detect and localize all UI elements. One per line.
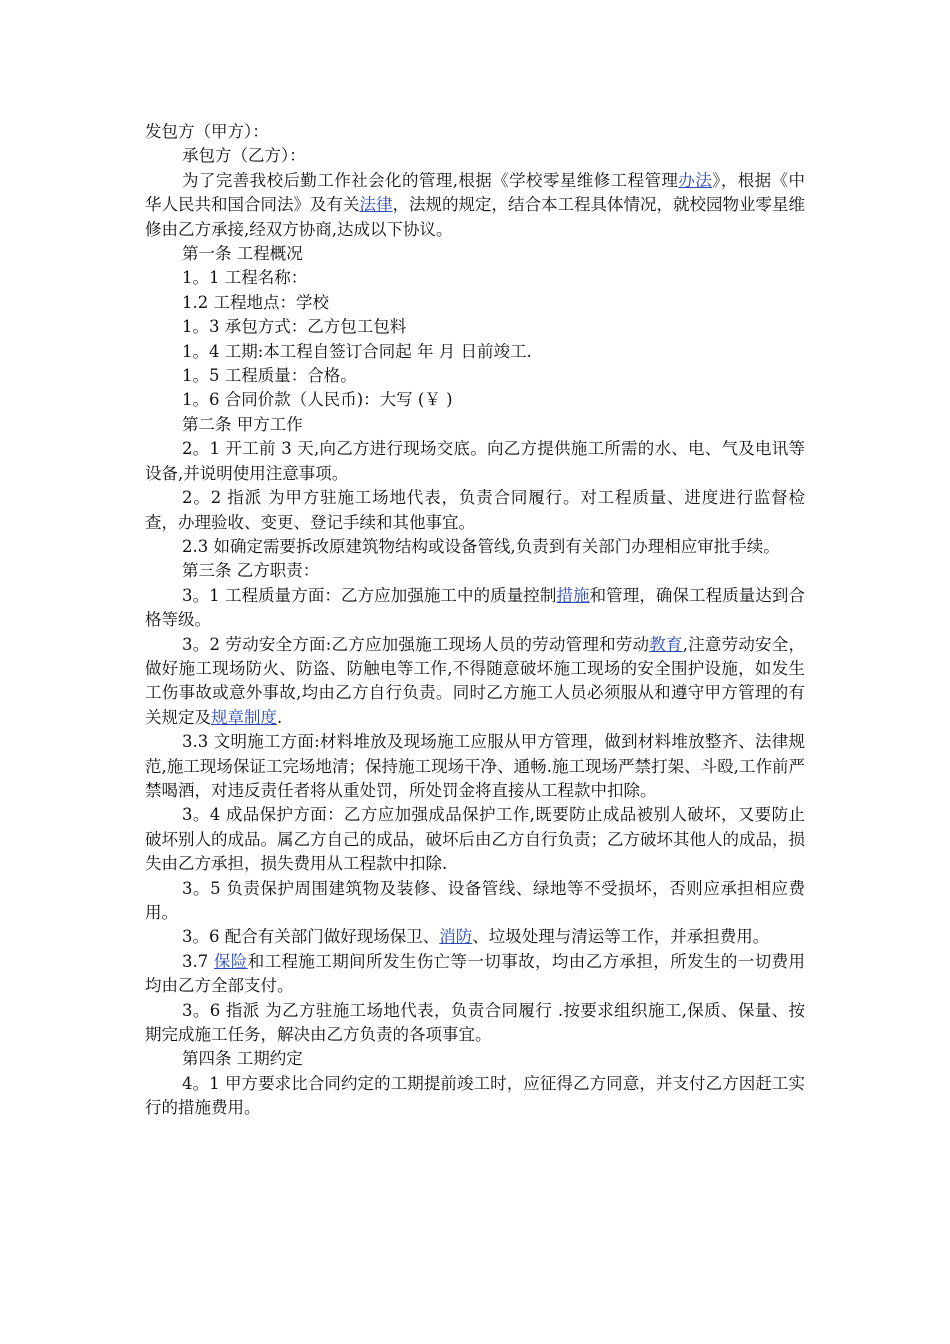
contract-paragraph bbox=[145, 877, 805, 926]
contract-paragraph bbox=[145, 584, 805, 633]
contract-paragraph bbox=[145, 803, 805, 876]
contract-paragraph bbox=[145, 999, 805, 1048]
paragraph-text: 1。1 工程名称： bbox=[182, 268, 308, 288]
contract-paragraph bbox=[145, 291, 805, 315]
paragraph-text: . bbox=[277, 707, 283, 727]
paragraph-text: 1。4 工期:本工程自签订合同起 年 月 日前竣工. bbox=[182, 341, 532, 361]
contract-body bbox=[145, 120, 805, 1121]
contract-paragraph bbox=[145, 730, 805, 803]
paragraph-text: 3。4 成品保护方面：乙方应加强成品保护工作,既要防止成品被别人破坏，又要防止破坏别人的成品。属乙方自己的成品，破坏后由乙方自行负责；乙方破坏其他人的成品，损失由乙方承担，损失费用从工程款中扣除. bbox=[145, 805, 805, 874]
paragraph-text: 1。6 合同价款（人民币)：大写 (￥ ) bbox=[182, 390, 453, 410]
contract-paragraph bbox=[145, 340, 805, 364]
inline-link[interactable]: 教育 bbox=[649, 634, 683, 654]
contract-paragraph bbox=[145, 1047, 805, 1071]
inline-link[interactable]: 法律 bbox=[359, 195, 393, 215]
inline-link[interactable]: 消防 bbox=[439, 927, 473, 947]
paragraph-text: 第四条 工期约定 bbox=[182, 1049, 303, 1069]
paragraph-text: 2。2 指派 为甲方驻施工场地代表，负责合同履行。对工程质量、进度进行监督检查，办理验收、变更、登记手续和其他事宜。 bbox=[145, 488, 805, 532]
paragraph-text: 3。6 指派 为乙方驻施工场地代表，负责合同履行 .按要求组织施工,保质、保量、按期完成施工任务，解决由乙方负责的各项事宜。 bbox=[145, 1000, 805, 1045]
inline-link[interactable]: 办法 bbox=[678, 170, 713, 190]
paragraph-text: 2.3 如确定需要拆改原建筑物结构或设备管线,负责到有关部门办理相应审批手续。 bbox=[182, 536, 780, 556]
paragraph-text: 1。5 工程质量：合格。 bbox=[182, 366, 357, 386]
paragraph-text: 2。1 开工前 3 天,向乙方进行现场交底。向乙方提供施工所需的水、电、气及电讯等设备,并说明使用注意事项。 bbox=[145, 439, 805, 483]
paragraph-text: 3。2 劳动安全方面:乙方应加强施工现场人员的劳动管理和劳动 bbox=[182, 634, 650, 654]
paragraph-text: 第三条 乙方职责： bbox=[182, 561, 320, 581]
contract-paragraph bbox=[145, 120, 805, 144]
paragraph-text: 1.2 工程地点：学校 bbox=[182, 292, 329, 312]
contract-paragraph bbox=[145, 633, 805, 731]
contract-paragraph bbox=[145, 413, 805, 437]
contract-paragraph bbox=[145, 388, 805, 412]
paragraph-text: 1。3 承包方式：乙方包工包料 bbox=[182, 317, 407, 337]
contract-paragraph bbox=[145, 144, 805, 168]
paragraph-text: 3。5 负责保护周围建筑物及装修、设备管线、绿地等不受损坏，否则应承担相应费用。 bbox=[145, 878, 805, 922]
contract-paragraph bbox=[145, 364, 805, 388]
paragraph-text: 3。6 配合有关部门做好现场保卫、 bbox=[182, 927, 440, 947]
contract-paragraph bbox=[145, 486, 805, 535]
paragraph-text: 和管理，确保工程质量达到合格等级。 bbox=[145, 585, 806, 630]
paragraph-text: ，法规的规定，结合本工程具体情况，就校园物业零星维修由乙方承接,经双方协商,达成以下协议。 bbox=[145, 195, 805, 239]
contract-paragraph bbox=[145, 1072, 805, 1121]
paragraph-text: 承包方（乙方）： bbox=[182, 146, 306, 166]
inline-link[interactable]: 保险 bbox=[213, 951, 248, 971]
paragraph-text: 第二条 甲方工作 bbox=[182, 414, 303, 434]
contract-paragraph bbox=[145, 925, 805, 949]
paragraph-text: 发包方（甲方）： bbox=[145, 122, 269, 141]
contract-paragraph bbox=[145, 559, 805, 583]
paragraph-text: 、垃圾处理与清运等工作，并承担费用。 bbox=[472, 927, 770, 947]
inline-link[interactable]: 措施 bbox=[556, 585, 590, 605]
paragraph-text: 3.7 bbox=[182, 951, 214, 971]
paragraph-text: 为了完善我校后勤工作社会化的管理,根据《学校零星维修工程管理 bbox=[182, 170, 679, 190]
contract-paragraph bbox=[145, 535, 805, 559]
paragraph-text: 》，根据《中华人民共和国合同法》及有关 bbox=[145, 170, 806, 215]
paragraph-text: 和工程施工期间所发生伤亡等一切事故，均由乙方承担，所发生的一切费用均由乙方全部支付。 bbox=[145, 951, 806, 996]
paragraph-text: ,注意劳动安全，做好施工现场防火、防盗、防触电等工作,不得随意破坏施工现场的安全围护设施，如发生工伤事故或意外事故,均由乙方自行负责。同时乙方施工人员必须服从和遵守甲方管理的有关规定及 bbox=[145, 634, 806, 727]
paragraph-text: 第一条 工程概况 bbox=[182, 244, 303, 264]
paragraph-text: 4。1 甲方要求比合同约定的工期提前竣工时，应征得乙方同意，并支付乙方因赶工实行的措施费用。 bbox=[145, 1073, 805, 1118]
contract-paragraph bbox=[145, 266, 805, 290]
contract-paragraph bbox=[145, 169, 805, 242]
contract-paragraph bbox=[145, 950, 805, 999]
contract-paragraph bbox=[145, 437, 805, 486]
paragraph-text: 3.3 文明施工方面:材料堆放及现场施工应服从甲方管理，做到材料堆放整齐、法律规范,施工现场保证工完场地清；保持施工现场干净、通畅.施工现场严禁打架、斗殴,工作前严禁喝酒，对违反责任者将从重处罚，所处罚金将直接从工程款中扣除。 bbox=[145, 732, 805, 800]
contract-paragraph bbox=[145, 242, 805, 266]
inline-link[interactable]: 规章制度 bbox=[211, 707, 277, 727]
contract-paragraph bbox=[145, 315, 805, 339]
paragraph-text: 3。1 工程质量方面：乙方应加强施工中的质量控制 bbox=[182, 585, 557, 605]
